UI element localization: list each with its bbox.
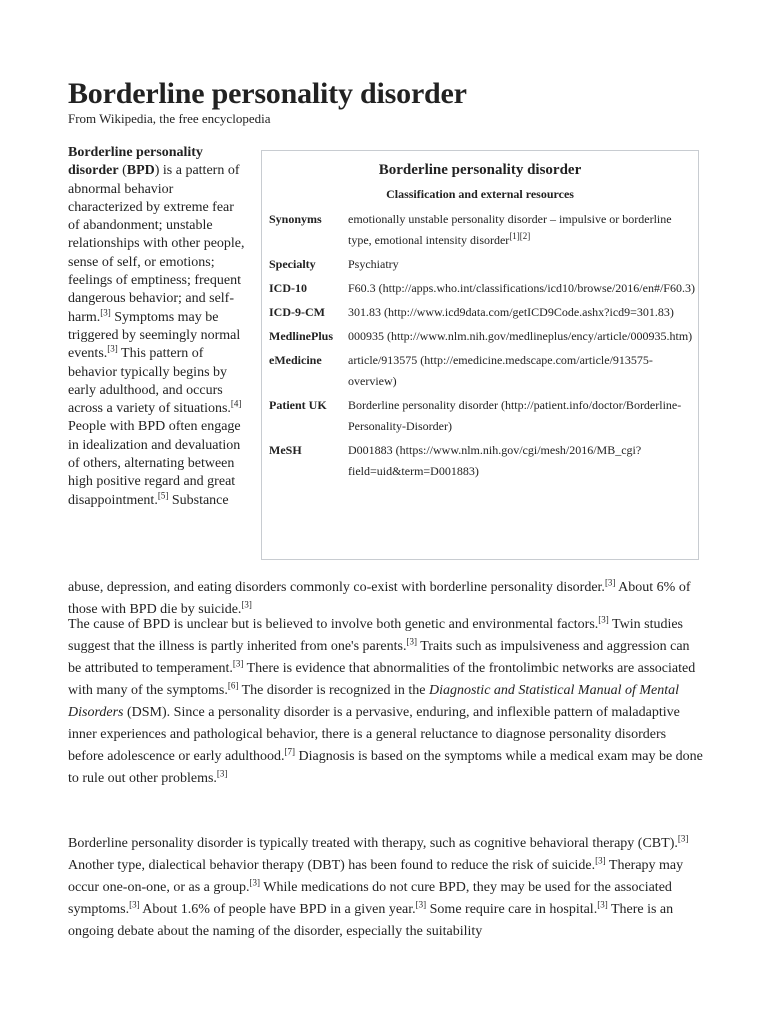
paragraph-text-fragment: About 1.6% of people have BPD in a given year. xyxy=(139,902,416,917)
infobox-row xyxy=(269,299,695,323)
infobox-label: Patient UK xyxy=(269,398,327,412)
infobox-value-link[interactable]: D001883 (https://www.nlm.nih.gov/cgi/mesh/2016/MB_cgi?field=uid&term=D001883) xyxy=(348,443,642,478)
infobox-row xyxy=(269,437,695,482)
citation-link[interactable]: [3] xyxy=(406,636,417,647)
infobox-value-link[interactable]: Borderline personality disorder (http://patient.info/doctor/Borderline-Personality-Disorder) xyxy=(348,398,682,433)
citation-link[interactable]: [3] xyxy=(129,899,140,910)
intro-text-fragment: is a pattern of abnormal behavior characterized by extreme fear of abandonment; unstable relationships with other people, sense of self, or emotions; feelings of emptiness; frequent dangerous behavior; and self-harm. xyxy=(68,163,245,325)
infobox-row xyxy=(269,323,695,347)
infobox-label: MeSH xyxy=(269,443,302,457)
infobox-subtitle: Classification and external resources xyxy=(386,187,574,201)
intro-term: Borderline personality disorder xyxy=(68,145,203,179)
intro-abbreviation: BPD xyxy=(126,163,155,179)
intro-text-fragment: abuse, depression, and eating disorders commonly co-exist with borderline personality disorder. xyxy=(68,580,605,595)
intro-text-fragment: ) xyxy=(154,163,163,179)
citation-link[interactable]: [4] xyxy=(230,398,242,409)
infobox-value xyxy=(348,209,695,251)
paragraph-text-fragment: The disorder is recognized in the xyxy=(238,683,429,698)
infobox-row xyxy=(269,392,695,437)
infobox-value-text: emotionally unstable personality disorder – impulsive or borderline type, emotional intensity disorder xyxy=(348,212,672,247)
citation-link[interactable]: [3] xyxy=(216,768,228,779)
citation-link[interactable]: [3] xyxy=(595,855,606,866)
paragraph-text-fragment: The cause of BPD is unclear but is believed to involve both genetic and environmental factors. xyxy=(68,617,599,632)
citation-link[interactable]: [5] xyxy=(157,489,169,500)
page-title: Borderline personality disorder xyxy=(68,77,467,110)
treatment-paragraph xyxy=(68,833,704,943)
infobox-label: Specialty xyxy=(269,257,316,271)
citation-link[interactable]: [1][2] xyxy=(509,231,531,241)
citation-link[interactable]: [3] xyxy=(249,877,261,888)
paragraph-text-fragment: There is an ongoing debate about the naming of the disorder, especially the suitability xyxy=(68,902,674,939)
paragraph-text-fragment: Therapy may occur one-on-one, or as a group. xyxy=(68,858,684,895)
infobox xyxy=(261,150,699,560)
intro-text-fragment: This pattern of behavior typically begins by early adulthood, and occurs across a variety of situations. xyxy=(68,346,231,417)
infobox-label: Synonyms xyxy=(269,212,322,226)
infobox-table xyxy=(269,209,695,482)
infobox-row xyxy=(269,275,695,299)
paragraph-text-fragment: Another type, dialectical behavior therapy (DBT) has been found to reduce the risk of suicide. xyxy=(68,858,596,873)
paragraph-text-fragment: Twin studies suggest that the illness is partly inherited from one's parents. xyxy=(68,617,684,654)
infobox-row xyxy=(269,251,695,275)
citation-link[interactable]: [3] xyxy=(415,899,427,910)
intro-text-fragment: Substance xyxy=(168,492,229,508)
paragraph-text-fragment: Borderline personality disorder is typically treated with therapy, such as cognitive behavioral therapy (CBT). xyxy=(68,836,678,851)
citation-link[interactable]: [3] xyxy=(107,343,118,354)
infobox-row xyxy=(269,347,695,392)
paragraph-text-fragment: There is evidence that abnormalities of the frontolimbic networks are associated with many of the symptoms. xyxy=(68,661,696,698)
page-subtitle: From Wikipedia, the free encyclopedia xyxy=(68,111,271,126)
citation-link[interactable]: [6] xyxy=(227,680,239,691)
citation-link[interactable]: [3] xyxy=(604,577,616,588)
intro-paragraph xyxy=(68,144,248,510)
paragraph-text-fragment: While medications do not cure BPD, they may be used for the associated symptoms. xyxy=(68,880,672,917)
infobox-value-link[interactable]: F60.3 (http://apps.who.int/classifications/icd10/browse/2016/en#/F60.3) xyxy=(348,281,695,295)
paragraph-text-fragment: (DSM). Since a personality disorder is a pervasive, enduring, and inflexible pattern of maladaptive inner experiences and pathological behavior, there is a general reluctance to diagnose personality disorders before adolescence or early adulthood. xyxy=(68,705,680,764)
infobox-value-link[interactable]: 301.83 (http://www.icd9data.com/getICD9Code.ashx?icd9=301.83) xyxy=(348,305,674,319)
dsm-title[interactable]: Diagnostic and Statistical Manual of Mental Disorders xyxy=(68,683,680,720)
citation-link[interactable]: [7] xyxy=(284,746,296,757)
intro-text-fragment: People with BPD often engage in idealization and devaluation of others, alternating between high positive regard and great disappointment. xyxy=(68,419,241,508)
infobox-label: ICD-10 xyxy=(269,281,307,295)
citation-link[interactable]: [3] xyxy=(241,599,252,610)
infobox-value-link[interactable]: 000935 (http://www.nlm.nih.gov/medlineplus/ency/article/000935.htm) xyxy=(348,329,693,343)
infobox-value-link[interactable]: article/913575 (http://emedicine.medscape.com/article/913575-overview) xyxy=(348,353,653,388)
citation-link[interactable]: [3] xyxy=(597,899,608,910)
infobox-row xyxy=(269,209,695,251)
infobox-label: ICD-9-CM xyxy=(269,305,325,319)
citation-link[interactable]: [3] xyxy=(677,833,689,844)
infobox-value: Psychiatry xyxy=(348,257,399,271)
citation-link[interactable]: [3] xyxy=(598,614,609,625)
cause-paragraph xyxy=(68,614,704,790)
infobox-title: Borderline personality disorder xyxy=(378,162,582,178)
infobox-label: MedlinePlus xyxy=(269,329,334,343)
paragraph-text-fragment: Some require care in hospital. xyxy=(426,902,598,917)
intro-text-fragment: Symptoms may be triggered by seemingly normal events. xyxy=(68,309,241,362)
intro-text-fragment: ( xyxy=(118,163,127,179)
paragraph-text-fragment: Traits such as impulsiveness and aggression can be attributed to temperament. xyxy=(68,639,690,676)
paragraph-text-fragment: Diagnosis is based on the symptoms while a medical exam may be done to rule out other problems. xyxy=(68,749,703,786)
intro-text-fragment: About 6% of those with BPD die by suicide. xyxy=(68,580,691,617)
citation-link[interactable]: [3] xyxy=(232,658,244,669)
citation-link[interactable]: [3] xyxy=(100,307,111,318)
infobox-label: eMedicine xyxy=(269,353,322,367)
